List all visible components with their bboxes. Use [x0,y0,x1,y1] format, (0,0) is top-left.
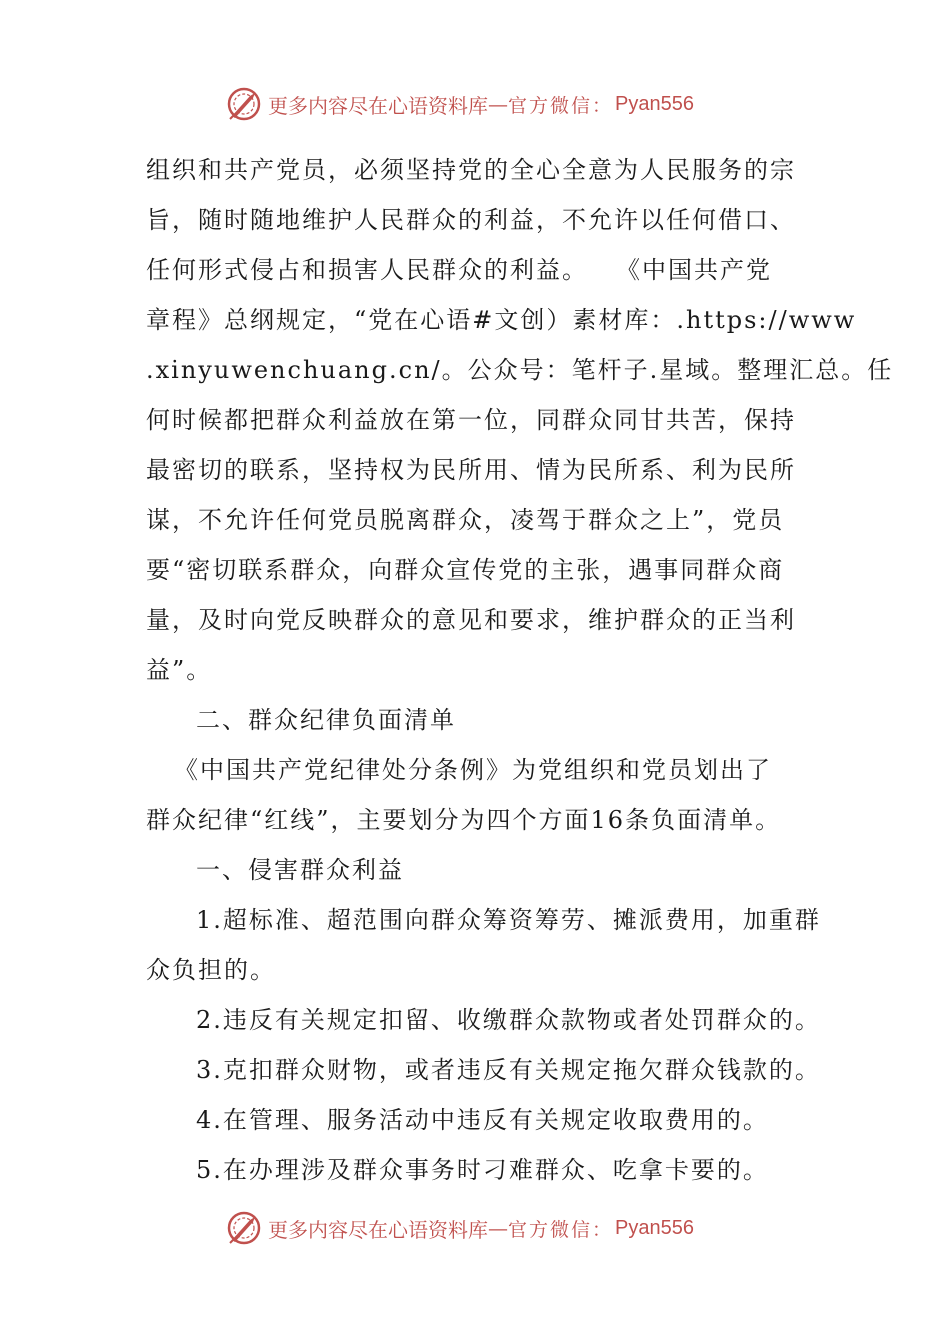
wechat-label: 官方微信： [508,1218,614,1241]
pen-logo-icon [226,1210,262,1246]
body-line: 旨，随时随地维护人民群众的利益，不允许以任何借口、 [146,206,796,234]
body-line: 章程》总纲规定，“党在心语#文创）素材库：.https://www [146,306,857,334]
list-item: 2.违反有关规定扣留、收缴群众款物或者处罚群众的。 [196,1006,821,1034]
pen-logo-icon [226,86,262,122]
list-item: 5.在办理涉及群众事务时刁难群众、吃拿卡要的。 [196,1156,769,1184]
body-line: 组织和共产党员，必须坚持党的全心全意为人民服务的宗 [146,156,796,184]
banner-separator: — [488,92,508,116]
body-line: 量，及时向党反映群众的意见和要求，维护群众的正当利 [146,606,796,634]
document-body [146,145,894,1195]
banner-text: 更多内容尽在心语资料库 [268,1217,488,1242]
banner-text: 更多内容尽在心语资料库 [268,93,488,118]
banner-separator: — [488,1216,508,1240]
sub-heading: 一、侵害群众利益 [196,856,404,884]
wechat-id: Pyan556 [615,92,694,115]
section-heading: 二、群众纪律负面清单 [196,706,456,734]
body-line: .xinyuwenchuang.cn/。公众号：笔杆子.星域。整理汇总。任 [146,356,894,384]
body-line: 最密切的联系，坚持权为民所用、情为民所系、利为民所 [146,456,796,484]
intro-line: 《中国共产党纪律处分条例》为党组织和党员划出了 [174,756,772,784]
body-line: 益”。 [146,656,213,684]
list-item: 4.在管理、服务活动中违反有关规定收取费用的。 [196,1106,769,1134]
wechat-id: Pyan556 [615,1216,694,1239]
body-line: 谋，不允许任何党员脱离群众，凌驾于群众之上”，党员 [146,506,785,534]
header-banner [226,84,694,124]
body-line: 任何形式侵占和损害人民群众的利益。 《中国共产党 [146,256,772,284]
intro-line: 群众纪律“红线”，主要划分为四个方面16条负面清单。 [146,806,782,834]
body-line: 何时候都把群众利益放在第一位，同群众同甘共苦，保持 [146,406,796,434]
list-item-continuation: 众负担的。 [146,956,276,984]
list-item: 1.超标准、超范围向群众筹资筹劳、摊派费用，加重群 [196,906,821,934]
footer-banner [226,1208,694,1248]
wechat-label: 官方微信： [508,94,614,117]
list-item: 3.克扣群众财物，或者违反有关规定拖欠群众钱款的。 [196,1056,821,1084]
body-line: 要“密切联系群众，向群众宣传党的主张，遇事同群众商 [146,556,785,584]
